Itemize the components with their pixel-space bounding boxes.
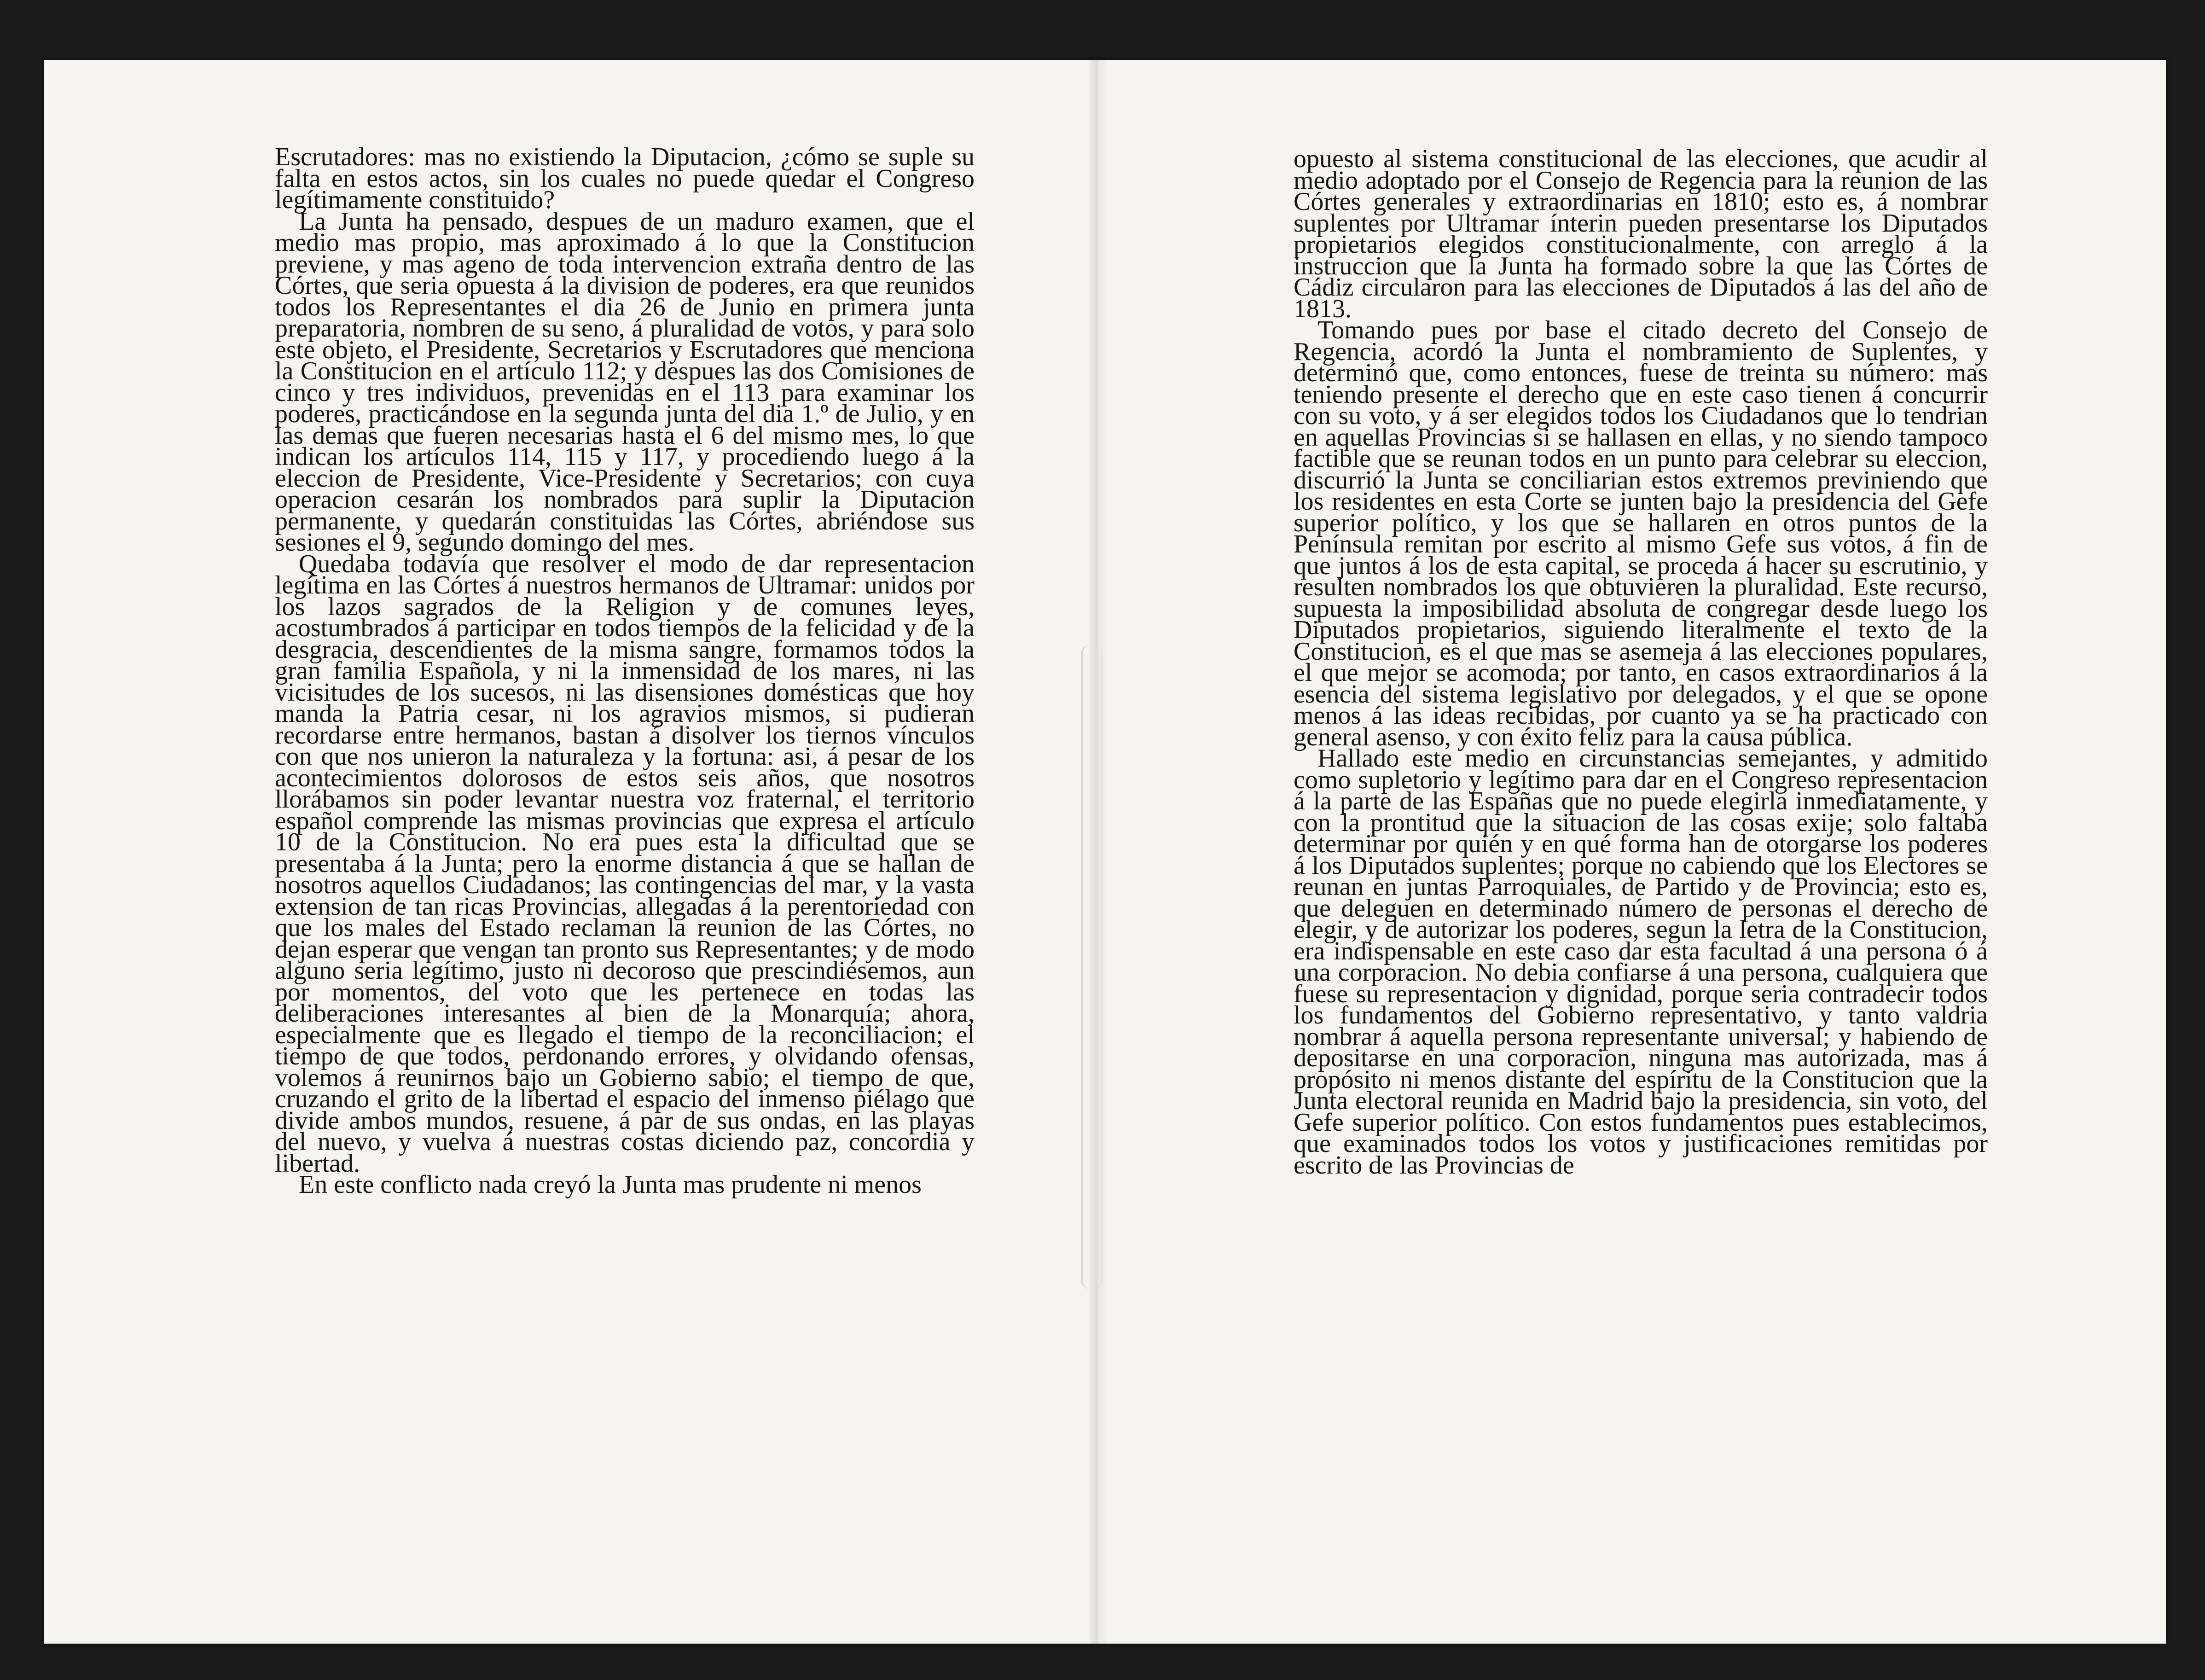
left-paragraph: En este conflicto nada creyó la Junta mas prudente ni menos xyxy=(299,1170,922,1199)
right-paragraph: Hallado este medio en circunstancias semejantes, y admitido como supletorio y legítimo para dar en el Congreso representacion á la parte de las Españas que no puede elegirla inmediatamente, y con la prontitud que la situacion de las cosas exije; solo faltaba determinar por quién y en qué forma han de otorgarse los poderes á los Diputados suplentes; porque no cabiendo que los Electores se reunan en juntas Parroquiales, de Partido y de Provincia; esto es, que deleguen en determinado número de personas el derecho de elegir, y de autorizar los poderes, segun la letra de la Constitucion, era indispensable en este caso dar esta facultad á una persona ó á una corporacion. No debia confiarse á una persona, cualquiera que fuese su representacion y dignidad, porque seria contradecir todos los fundamentos del Gobierno representativo, y tanto valdria nombrar á aquella persona representante universal; y habiendo de depositarse en una corporacion, ninguna mas autorizada, mas á propósito ni menos distante del espíritu de la Constitucion que la Junta electoral reunida en Madrid bajo la presidencia, sin voto, del Gefe superior político. Con estos fundamentos pues establecimos, que examinados todos los votos y justificaciones remitidas por escrito de las Provincias de xyxy=(1294,744,1988,1180)
left-paragraph: Quedaba todavía que resolver el modo de dar representacion legítima en las Córtes á nuestros hermanos de Ultramar: unidos por los lazos sagrados de la Religion y de comunes leyes, acostumbrados á participar en todos tiempos de la felicidad y de la desgracia, descendientes de la misma sangre, formamos todos la gran familia Española, y ni la inmensidad de los mares, ni las vicisitudes de los sucesos, ni las disensiones domésticas que hoy manda la Patria cesar, ni los agravios mismos, si pudieran recordarse entre hermanos, bastan á disolver los tiernos vínculos con que nos unieron la naturaleza y la fortuna: asi, á pesar de los acontecimientos dolorosos de estos seis años, que nosotros llorábamos sin poder levantar nuestra voz fraternal, el territorio español comprende las mismas provincias que expresa el artículo 10 de la Constitucion. No era pues esta la dificultad que se presentaba á la Junta; pero la enorme distancia á que se hallan de nosotros aquellos Ciudadanos; las contingencias del mar, y la vasta extension de tan ricas Provincias, allegadas á la perentoriedad con que los males del Estado reclaman la reunion de las Córtes, no dejan esperar que vengan tan pronto sus Representantes; y de modo alguno seria legítimo, justo ni decoroso que prescindiésemos, aun por momentos, del voto que les pertenece en todas las deliberaciones interesantes al bien de la Monarquía; ahora, especialmente que es llegado el tiempo de la reconciliacion; el tiempo de que todos, perdonando errores, y olvidando ofensas, volemos á reunirnos bajo un Gobierno sabio; el tiempo de que, cruzando el grito de la libertad el espacio del inmenso piélago que divide ambos mundos, resuene, á par de sus ondas, en las playas del nuevo, y vuelva á nuestras costas diciendo paz, concordia y libertad. xyxy=(275,549,975,1178)
left-page-text xyxy=(275,143,975,1199)
right-page-text xyxy=(1294,145,1988,1180)
right-paragraph: opuesto al sistema constitucional de las elecciones, que acudir al medio adoptado por el Consejo de Regencia para la reunion de las Córtes generales y extraordinarias en 1810; esto es, á nombrar suplentes por Ultramar ínterin pueden presentarse los Diputados propietarios elegidos constitucionalmente, con arreglo á la instruccion que la Junta ha formado sobre la que las Córtes de Cádiz circularon para las elecciones de Diputados á las del año de 1813. xyxy=(1294,145,1988,323)
left-paragraph: La Junta ha pensado, despues de un maduro examen, que el medio mas propio, mas aproximado á lo que la Constitucion previene, y mas ageno de toda intervencion extraña dentro de las Córtes, que seria opuesta á la division de poderes, era que reunidos todos los Representantes el dia 26 de Junio en primera junta preparatoria, nombren de su seno, á pluralidad de votos, y para solo este objeto, el Presidente, Secretarios y Escrutadores que menciona la Constitucion en el artículo 112; y despues las dos Comisiones de cinco y tres individuos, prevenidas en el 113 para examinar los poderes, practicándose en la segunda junta del dia 1.º de Julio, y en las demas que fueren necesarias hasta el 6 del mismo mes, lo que indican los artículos 114, 115 y 117, y procediendo luego á la eleccion de Presidente, Vice-Presidente y Secretarios; con cuya operacion cesarán los nombrados para suplir la Diputacion permanente, y quedarán constituidas las Córtes, abriéndose sus sesiones el 9, segundo domingo del mes. xyxy=(275,207,975,557)
left-paragraph: Escrutadores: mas no existiendo la Diputacion, ¿cómo se suple su falta en estos actos, sin los cuales no puede quedar el Congreso legítimamente constituido? xyxy=(275,143,975,214)
right-paragraph: Tomando pues por base el citado decreto del Consejo de Regencia, acordó la Junta el nombramiento de Suplentes, y determinó que, como entonces, fuese de treinta su número: mas teniendo presente el derecho que en este caso tienen á concurrir con su voto, y á ser elegidos todos los Ciudadanos que lo tendrian en aquellas Provincias si se hallasen en ellas, y no siendo tampoco factible que se reunan todos en un punto para celebrar su eleccion, discurrió la Junta se conciliarian estos extremos previniendo que los residentes en esta Corte se junten bajo la presidencia del Gefe superior político, y los que se hallaren en otros puntos de la Península remitan por escrito al mismo Gefe sus votos, á fin de que juntos á los de esta capital, se proceda á hacer su escrutinio, y resulten nombrados los que obtuvieren la pluralidad. Este recurso, supuesta la imposibilidad absoluta de congregar desde luego los Diputados propietarios, siguiendo literalmente el texto de la Constitucion, es el que mas se asemeja á las elecciones populares, el que mejor se acomoda; por tanto, en casos extraordinarios á la esencia del sistema legislativo por delegados, y el que se opone menos á las ideas recibidas, por cuanto ya se ha practicado con general asenso, y con éxito feliz para la causa pública. xyxy=(1294,316,1988,751)
binding-thread xyxy=(1081,645,1102,1289)
